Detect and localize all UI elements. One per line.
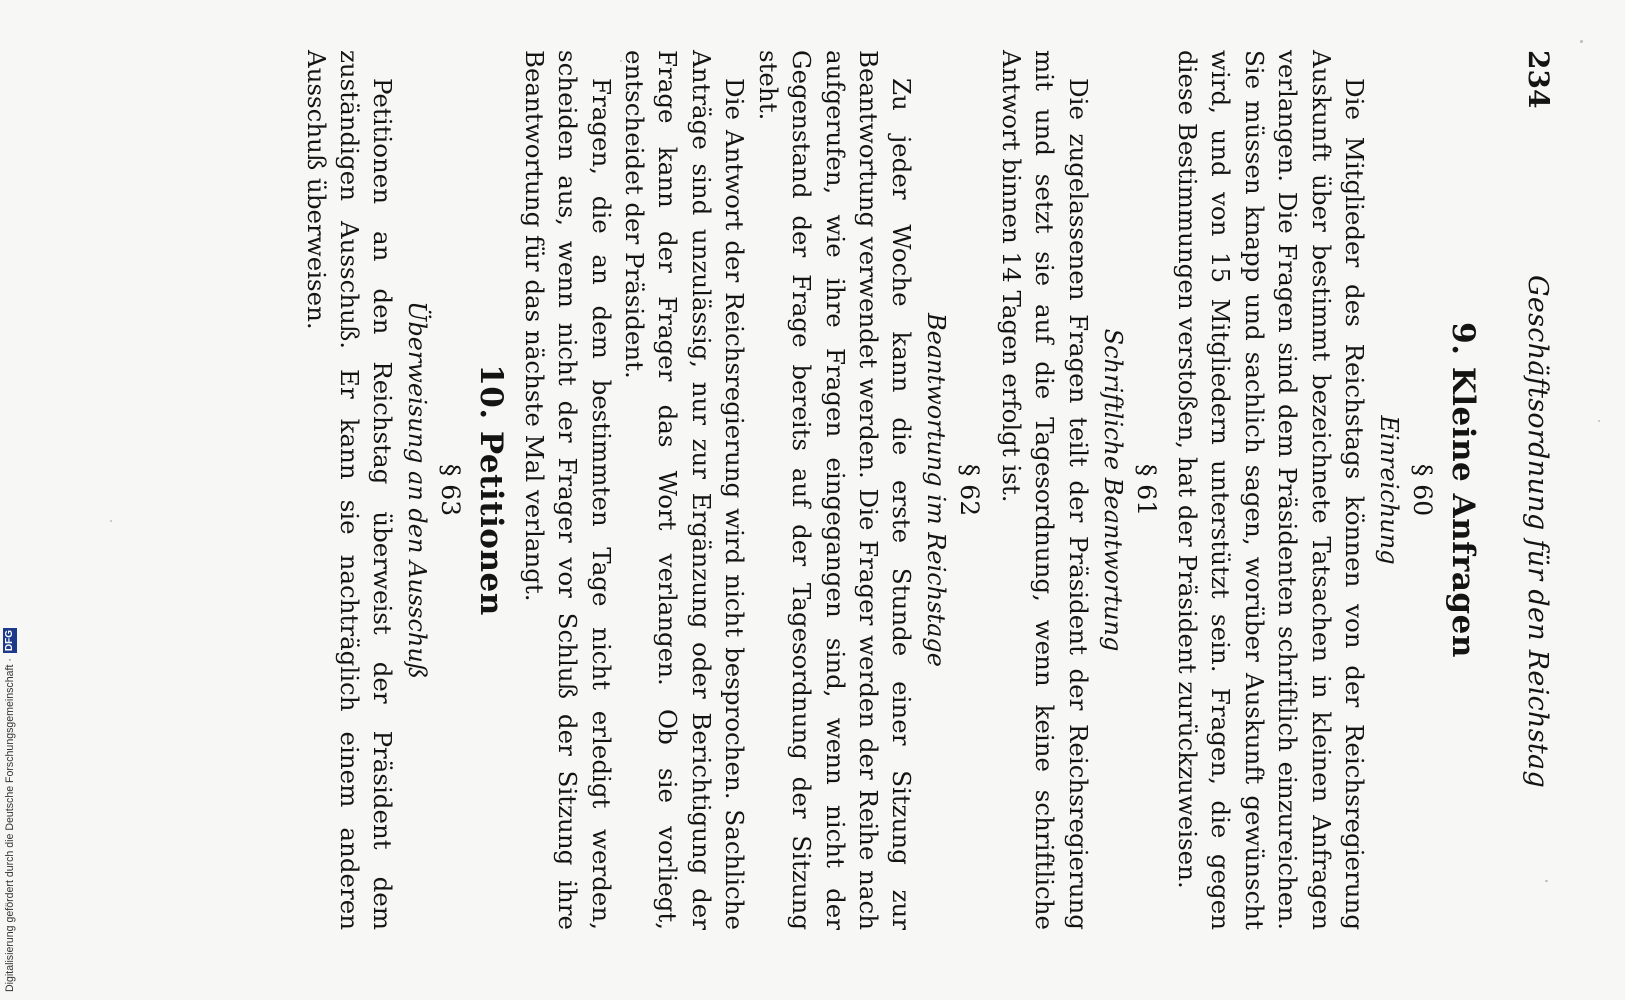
scan-speck: [1580, 40, 1583, 43]
paragraph-number: § 62: [955, 463, 985, 517]
scan-speck: [1598, 420, 1600, 422]
paragraph-number: § 60: [1408, 463, 1437, 517]
page-number: 234: [1522, 50, 1555, 109]
part-title: 9. Kleine Anfragen: [1445, 322, 1481, 658]
digitization-credit: [0, 606, 26, 996]
part-title: 10. Petitionen: [473, 364, 510, 616]
paragraph-text: Fragen, die an dem bestimmten Tage nicht erledigt werden, scheiden aus, wenn nicht der Frager vor Schluß der Sitzung ihre Beantwortung für das nächste Mal verlangt.: [519, 50, 616, 930]
paragraph-text: Die zugelassenen Fragen teilt der Präsident der Reichsregierung mit und setzt sie auf die Tagesordnung, wenn keine schriftliche Antwort binnen 14 Tagen erfolgt ist.: [996, 50, 1093, 930]
paragraph-title: Schriftliche Beantwortung: [1098, 328, 1127, 652]
scan-speck: [110, 520, 112, 522]
paragraph-number: § 63: [436, 463, 466, 517]
paragraph-text: Zu jeder Woche kann die erste Stunde einer Sitzung zur Beantwortung verwendet werden. Die Frager werden der Reihe nach aufgerufen, wie ihre Fragen eingegangen sind, wenn nicht der Gegenstand der Frage bereits auf der Tagesordnung der Sitzung steht.: [753, 50, 917, 930]
paragraph-text: Die Mitglieder des Reichstags können von der Reichsregierung Auskunft über bestimmt bezeichnete Tatsachen in kleinen Anfragen verlangen. Die Fragen sind dem Präsidenten schriftlich einzureichen. Sie müssen knapp und sachlich sagen, worüber Auskunft gewünscht wird, und von 15 Mitgliedern unterstützt sein. Fragen, die gegen diese Bestimmungen verstoßen, hat der Präsident zurückzuweisen.: [1172, 50, 1369, 930]
page-header: [1509, 50, 1555, 930]
running-title: Geschäftsordnung für den Reichstag: [1522, 275, 1553, 789]
paragraph-title: Einreichung: [1375, 415, 1403, 565]
paragraph-title: Überweisung an den Ausschuß: [403, 301, 432, 679]
credit-text: Digitalisierung gefördert durch die Deutsche Forschungsgemeinschaft ·: [4, 658, 16, 992]
paragraph-title: Beantwortung im Reichstage: [922, 312, 951, 667]
scanned-page: [135, 50, 1555, 930]
paragraph-text: Die Antwort der Reichsregierung wird nicht besprochen. Sachliche Anträge sind unzulässig, nur zur Ergänzung oder Berichtigung der Frage kann der Frager das Wort verlangen. Ob sie vorliegt, entscheidet der Präsident.: [620, 50, 750, 930]
dfg-logo: DFG: [4, 630, 15, 652]
page-body: [299, 50, 1481, 930]
paragraph-number: § 61: [1131, 463, 1161, 517]
paragraph-text: Petitionen an den Reichstag überweist der Präsident dem zuständigen Ausschuß. Er kann sie nachträglich einem anderen Ausschuß überweisen.: [301, 50, 398, 930]
